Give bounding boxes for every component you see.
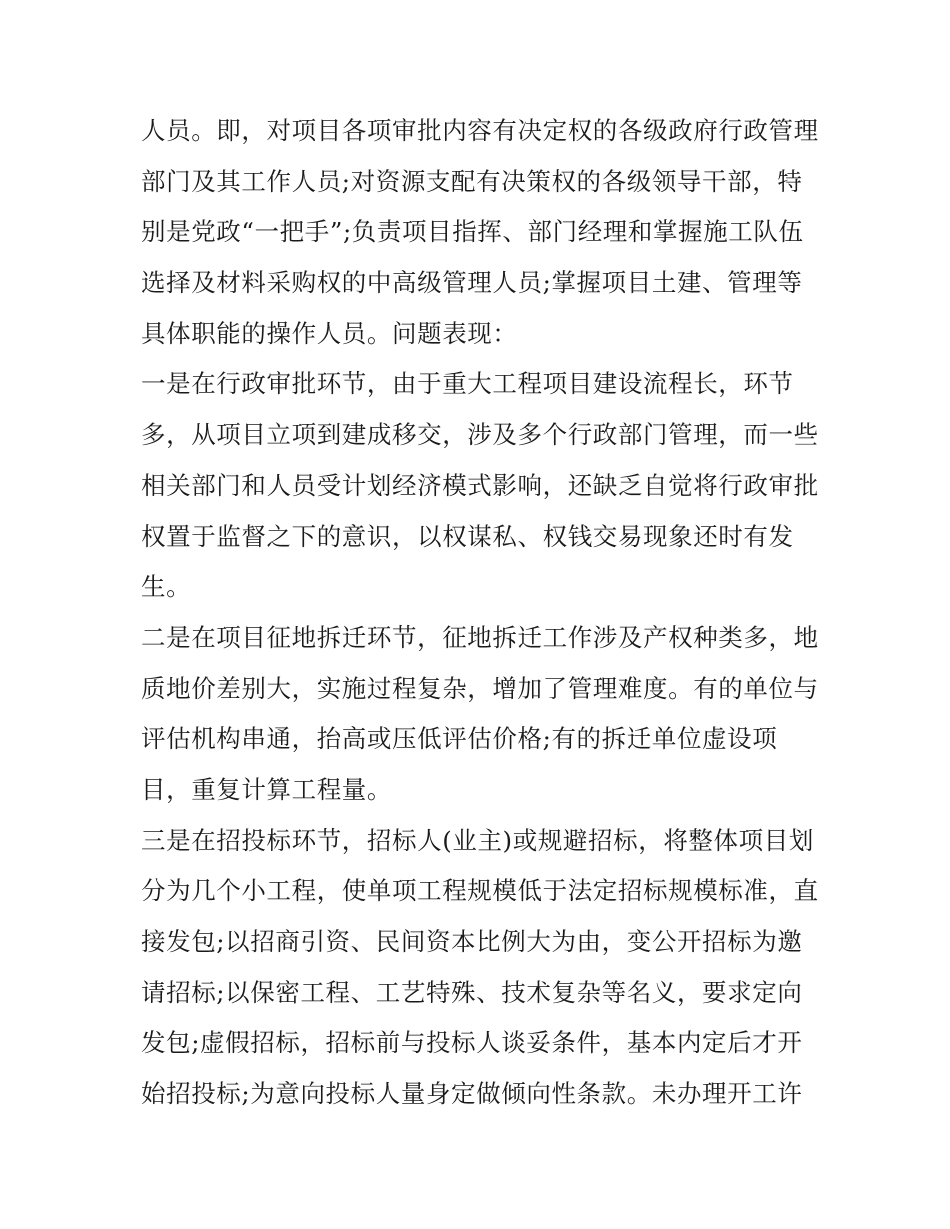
text-line: 评估机构串通，抬高或压低评估价格;有的拆迁单位虚设项 [141, 724, 778, 754]
text-line: 多，从项目立项到建成移交，涉及多个行政部门管理，而一些 [141, 420, 819, 450]
text-line: 请招标;以保密工程、工艺特殊、技术复杂等名义，要求定向 [141, 977, 803, 1007]
text-line: 质地价差别大，实施过程复杂，增加了管理难度。有的单位与 [141, 673, 819, 703]
text-line: 人员。即，对项目各项审批内容有决定权的各级政府行政管理 [141, 116, 819, 145]
text-line: 别是党政“一把手”;负责项目指挥、部门经理和掌握施工队伍 [141, 217, 804, 247]
text-line: 选择及材料采购权的中高级管理人员;掌握项目土建、管理等 [141, 268, 803, 298]
text-line: 生。 [141, 572, 192, 602]
text-line: 三是在招投标环节，招标人(业主)或规避招标，将整体项目划 [141, 825, 814, 855]
text-line: 具体职能的操作人员。问题表现： [141, 318, 518, 348]
text-line: 接发包;以招商引资、民间资本比例大为由，变公开招标为邀 [141, 927, 803, 956]
text-line: 始招投标;为意向投标人量身定做倾向性条款。未办理开工许 [141, 1079, 803, 1109]
text-line: 权置于监督之下的意识，以权谋私、权钱交易现象还时有发 [141, 521, 794, 551]
text-line: 相关部门和人员受计划经济模式影响，还缺乏自觉将行政审批 [141, 470, 819, 500]
text-line: 目，重复计算工程量。 [141, 774, 392, 804]
text-line: 一是在行政审批环节，由于重大工程项目建设流程长，环节 [141, 369, 794, 399]
text-line: 分为几个小工程，使单项工程规模低于法定招标规模标准，直 [141, 876, 819, 906]
body-text [141, 106, 821, 1120]
text-line: 二是在项目征地拆迁环节，征地拆迁工作涉及产权种类多，地 [141, 622, 819, 652]
text-line: 部门及其工作人员;对资源支配有决策权的各级领导干部，特 [141, 166, 803, 196]
text-line: 发包;虚假招标，招标前与投标人谈妥条件，基本内定后才开 [141, 1028, 803, 1058]
